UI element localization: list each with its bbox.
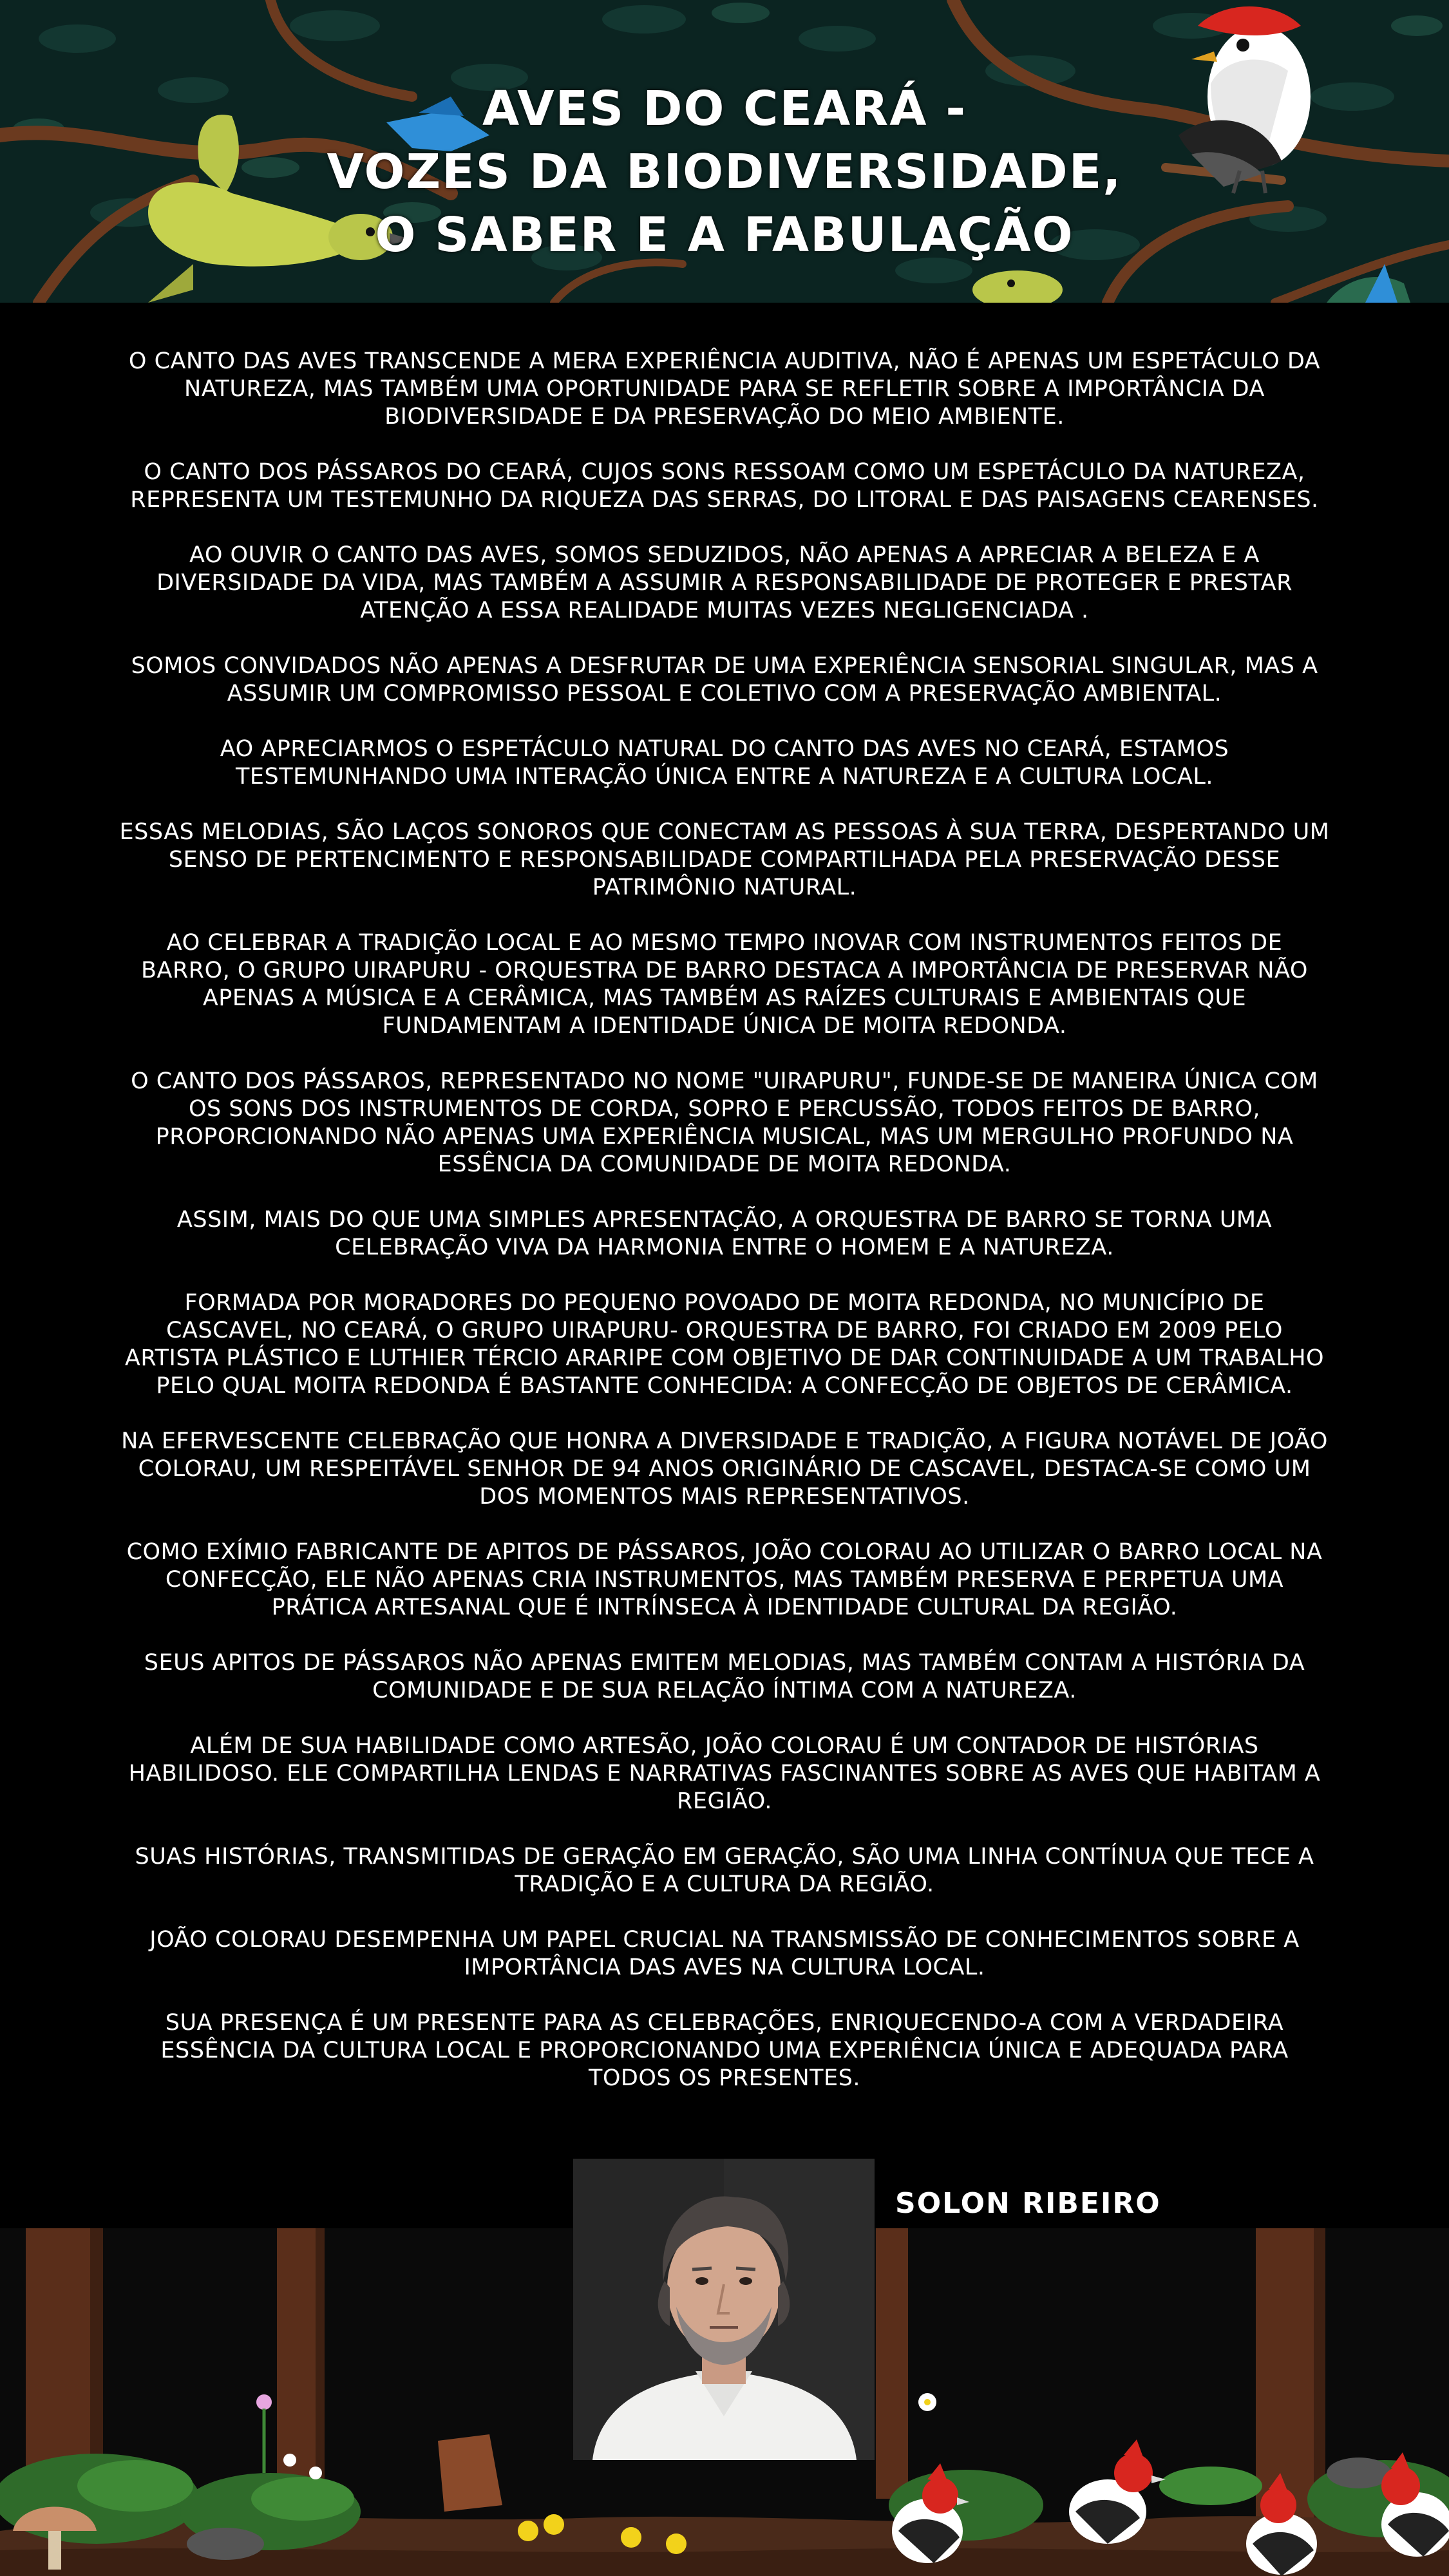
paragraph: COMO EXÍMIO FABRICANTE DE APITOS DE PÁSSAROS, JOÃO COLORAU AO UTILIZAR O BARRO LOCAL NA CONFECÇÃO, ELE NÃO APENAS CRIA INSTRUMENTOS, MAS TAMBÉM PRESERVA E PERPETUA UMA PRÁTICA ARTESANAL QUE É INTRÍNSECA À IDENTIDADE CULTURAL DA REGIÃO. [126,1539,1323,1620]
paragraph: JOÃO COLORAU DESEMPENHA UM PAPEL CRUCIAL NA TRANSMISSÃO DE CONHECIMENTOS SOBRE A IMPORTÂNCIA DAS AVES NA CULTURA LOCAL. [149,1927,1300,1980]
paragraph: SUAS HISTÓRIAS, TRANSMITIDAS DE GERAÇÃO EM GERAÇÃO, SÃO UMA LINHA CONTÍNUA QUE TECE A TRADIÇÃO E A CULTURA DA REGIÃO. [135,1844,1314,1897]
author-photo [573,2159,875,2460]
paragraph: ALÉM DE SUA HABILIDADE COMO ARTESÃO, JOÃO COLORAU É UM CONTADOR DE HISTÓRIAS HABILIDOSO. ELE COMPARTILHA LENDAS E NARRATIVAS FASCINANTES SOBRE AS AVES QUE HABITAM A REGIÃO. [128,1733,1321,1814]
paragraph: AO APRECIARMOS O ESPETÁCULO NATURAL DO CANTO DAS AVES NO CEARÁ, ESTAMOS TESTEMUNHANDO UMA INTERAÇÃO ÚNICA ENTRE A NATUREZA E A CULTURA LOCAL. [220,736,1229,790]
title-line-3: O SABER E A FABULAÇÃO [375,207,1074,263]
paragraph: SEUS APITOS DE PÁSSAROS NÃO APENAS EMITEM MELODIAS, MAS TAMBÉM CONTAM A HISTÓRIA DA COMUNIDADE E DE SUA RELAÇÃO ÍNTIMA COM A NATUREZA. [144,1650,1305,1703]
paragraph: AO CELEBRAR A TRADIÇÃO LOCAL E AO MESMO TEMPO INOVAR COM INSTRUMENTOS FEITOS DE BARRO, O GRUPO UIRAPURU - ORQUESTRA DE BARRO DESTACA A IMPORTÂNCIA DE PRESERVAR NÃO APENAS A MÚSICA E A CERÂMICA, MAS TAMBÉM AS RAÍZES CULTURAIS E AMBIENTAIS QUE FUNDAMENTAM A IDENTIDADE ÚNICA DE MOITA REDONDA. [141,930,1308,1039]
paragraph: SOMOS CONVIDADOS NÃO APENAS A DESFRUTAR DE UMA EXPERIÊNCIA SENSORIAL SINGULAR, MAS A ASSUMIR UM COMPROMISSO PESSOAL E COLETIVO COM A PRESERVAÇÃO AMBIENTAL. [131,653,1318,706]
author-portrait-image [573,2159,875,2460]
paragraph: O CANTO DOS PÁSSAROS DO CEARÁ, CUJOS SONS RESSOAM COMO UM ESPETÁCULO DA NATUREZA, REPRESENTA UM TESTEMUNHO DA RIQUEZA DAS SERRAS, DO LITORAL E DAS PAISAGENS CEARENSES. [130,459,1319,513]
paragraph: O CANTO DAS AVES TRANSCENDE A MERA EXPERIÊNCIA AUDITIVA, NÃO É APENAS UM ESPETÁCULO DA NATUREZA, MAS TAMBÉM UMA OPORTUNIDADE PARA SE REFLETIR SOBRE A IMPORTÂNCIA DA BIODIVERSIDADE E DA PRESERVAÇÃO DO MEIO AMBIENTE. [128,348,1321,430]
paragraph: FORMADA POR MORADORES DO PEQUENO POVOADO DE MOITA REDONDA, NO MUNICÍPIO DE CASCAVEL, NO CEARÁ, O GRUPO UIRAPURU- ORQUESTRA DE BARRO, FOI CRIADO EM 2009 PELO ARTISTA PLÁSTICO E LUTHIER TÉRCIO ARARIPE COM OBJETIVO DE DAR CONTINUIDADE A UM TRABALHO PELO QUAL MOITA REDONDA É BASTANTE CONHECIDA: A CONFECÇÃO DE OBJETOS DE CERÂMICA. [124,1290,1325,1399]
title-line-1: AVES DO CEARÁ - [482,81,967,137]
paragraph: SUA PRESENÇA É UM PRESENTE PARA AS CELEBRAÇÕES, ENRIQUECENDO-A COM A VERDADEIRA ESSÊNCIA DA CULTURA LOCAL E PROPORCIONANDO UMA EXPERIÊNCIA ÚNICA E ADEQUADA PARA TODOS OS PRESENTES. [160,2010,1289,2091]
title-line-2: VOZES DA BIODIVERSIDADE, [327,144,1122,200]
paragraph: ASSIM, MAIS DO QUE UMA SIMPLES APRESENTAÇÃO, A ORQUESTRA DE BARRO SE TORNA UMA CELEBRAÇÃO VIVA DA HARMONIA ENTRE O HOMEM E A NATUREZA. [176,1207,1273,1260]
article-body [119,348,1330,2120]
author-name: SOLON RIBEIRO [895,2187,1161,2220]
page-title [232,77,1217,267]
paragraph: NA EFERVESCENTE CELEBRAÇÃO QUE HONRA A DIVERSIDADE E TRADIÇÃO, A FIGURA NOTÁVEL DE JOÃO COLORAU, UM RESPEITÁVEL SENHOR DE 94 ANOS ORIGINÁRIO DE CASCAVEL, DESTACA-SE COMO UM DOS MOMENTOS MAIS REPRESENTATIVOS. [121,1428,1328,1510]
paragraph: O CANTO DOS PÁSSAROS, REPRESENTADO NO NOME "UIRAPURU", FUNDE-SE DE MANEIRA ÚNICA COM OS SONS DOS INSTRUMENTOS DE CORDA, SOPRO E PERCUSSÃO, TODOS FEITOS DE BARRO, PROPORCIONANDO NÃO APENAS UMA EXPERIÊNCIA MUSICAL, MAS UM MERGULHO PROFUNDO NA ESSÊNCIA DA COMUNIDADE DE MOITA REDONDA. [131,1068,1318,1177]
paragraph: AO OUVIR O CANTO DAS AVES, SOMOS SEDUZIDOS, NÃO APENAS A APRECIAR A BELEZA E A DIVERSIDADE DA VIDA, MAS TAMBÉM A ASSUMIR A RESPONSABILIDADE DE PROTEGER E PRESTAR ATENÇÃO A ESSA REALIDADE MUITAS VEZES NEGLIGENCIADA . [156,542,1293,623]
paragraph: ESSAS MELODIAS, SÃO LAÇOS SONOROS QUE CONECTAM AS PESSOAS À SUA TERRA, DESPERTANDO UM SENSO DE PERTENCIMENTO E RESPONSABILIDADE COMPARTILHADA PELA PRESERVAÇÃO DESSE PATRIMÔNIO NATURAL. [119,819,1330,900]
header-banner [0,0,1449,303]
